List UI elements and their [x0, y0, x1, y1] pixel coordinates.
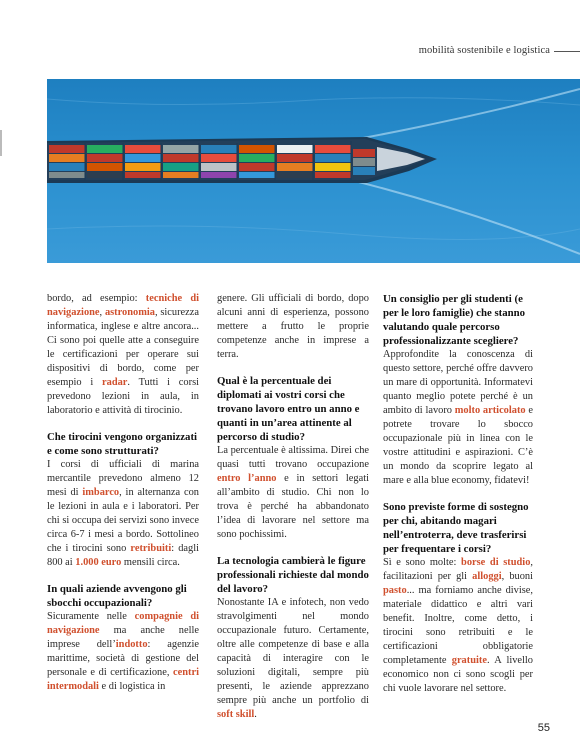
- highlighted-term: gratuite: [451, 655, 487, 666]
- paragraph: [47, 610, 199, 694]
- highlighted-term: tecniche di navigazione: [47, 293, 200, 318]
- text-run: genere. Gli ufficiali di bordo, dopo alcuni anni di esperienza, possono mettere a frutto le proprie competenze anche in imprese a terra.: [217, 293, 369, 360]
- highlighted-term: pasto: [383, 585, 407, 596]
- highlighted-term: retribuiti: [130, 543, 172, 554]
- text-run: , sicurezza informatica, inglese e altre ancora... Ci sono poi quelle atte a conseguire le certificazioni per operare sui dispositivi di bordo, come per esempio i: [47, 307, 199, 388]
- column-3: [383, 292, 533, 708]
- text-run: . A livello economico non ci sono scogli per chi vuole lavorare nel settore.: [383, 655, 533, 694]
- text-run: La percentuale è altissima. Direi che quasi tutti trovano occupazione: [217, 445, 369, 470]
- question-heading: Sono previste forme di sostegno per chi, abitando magari nell’entroterra, deve trasferirsi per frequentare i corsi?: [383, 501, 529, 555]
- question-heading: Che tirocini vengono organizzati e come sono strutturati?: [47, 431, 198, 457]
- highlighted-term: indotto: [115, 639, 148, 650]
- column-1: [47, 292, 199, 706]
- text-run: bordo, ad esempio:: [47, 293, 146, 304]
- text-run: : agenzie marittime, società di gestione del personale e di certificazione,: [47, 639, 199, 678]
- highlighted-term: 1.000 euro: [75, 557, 122, 568]
- text-run: Sicuramente nelle: [47, 611, 135, 622]
- paragraph: [47, 292, 199, 418]
- paragraph: [217, 292, 369, 362]
- text-run: . Tutti i corsi prevedono lezioni in aula, in laboratorio e attività di tirocinio.: [47, 377, 199, 416]
- text-run: , facilitazioni per gli: [383, 557, 533, 582]
- text-run: : dagli 800 ai: [47, 543, 199, 568]
- text-run: Nonostante IA e infotech, non vedo stravolgimenti nel mondo occupazionale futuro. Certamente, oltre alle competenze di base e alla capacità di interagire con le soluzioni digitali, sempre più presenti, le aziende apprezzano sempre più anche un portfolio di: [217, 597, 369, 706]
- question-heading: Un consiglio per gli studenti (e per le loro famiglie) che stanno valutando quale percorso professionalizzante scegliere?: [383, 293, 526, 347]
- text-run: e in settori legati all’ambito di studio. Chi non lo trova è perché ha abbandonato l’idea di lavorare nel settore ma sono pochissimi.: [217, 473, 369, 540]
- highlighted-term: soft skill: [217, 709, 255, 720]
- text-run: e potrete trovare lo sbocco occupazionale più in linea con le vostre attitudini e aspirazioni. C’è un mondo da scoprire legato al mare e alla blue economy, fidatevi!: [383, 405, 533, 486]
- section-title: mobilità sostenibile e logistica: [418, 45, 550, 56]
- column-2: [217, 292, 369, 734]
- question-heading: In quali aziende avvengono gli sbocchi occupazionali?: [47, 583, 187, 609]
- text-run: ,: [99, 307, 105, 318]
- question-heading: Qual è la percentuale dei diplomati ai vostri corsi che trovano lavoro entro un anno e quanti in un’area attinente al percorso di studio?: [217, 375, 360, 443]
- highlighted-term: alloggi: [472, 571, 502, 582]
- highlighted-term: entro l’anno: [217, 473, 277, 484]
- text-run: , in alternanza con le lezioni in aula e i laboratori. Per chi si occupa dei servizi sono invece circa 6-7 i mesi a bordo. Sottolineo che i tirocini sono: [47, 487, 199, 554]
- text-run: ma anche nelle imprese dell’: [47, 625, 199, 650]
- text-run: e di logistica in: [98, 681, 166, 692]
- text-run: Sì e sono molte:: [383, 557, 462, 568]
- text-run: mensili circa.: [121, 557, 180, 568]
- text-run: ... ma forniamo anche divise, materiale didattico e altri vari benefit. Inoltre, come detto, i tirocini sono retribuiti e le certificazioni obbligatorie completamente: [383, 585, 533, 666]
- text-run: .: [254, 709, 257, 720]
- paragraph: [217, 444, 369, 542]
- container-ship-aerial-photo: [47, 79, 580, 263]
- margin-mark: [0, 130, 2, 156]
- paragraph: [217, 596, 369, 722]
- text-run: , buoni: [501, 571, 533, 582]
- highlighted-term: astronomia: [104, 307, 155, 318]
- highlighted-term: radar: [102, 377, 128, 388]
- highlighted-term: imbarco: [82, 487, 120, 498]
- article-body: [47, 292, 534, 720]
- page-header: [0, 0, 580, 78]
- header-rule: [554, 51, 580, 52]
- paragraph: [383, 556, 533, 696]
- ship-illustration: [47, 79, 580, 263]
- question-heading: La tecnologia cambierà le figure professionali richieste dal mondo del lavoro?: [217, 555, 369, 595]
- paragraph: [47, 458, 199, 570]
- paragraph: [383, 348, 533, 488]
- highlighted-term: centri intermodali: [47, 667, 199, 692]
- text-run: Approfondite la conoscenza di questo settore, perché offre davvero un mare di opportunità. Informatevi quanto meglio potete perché è un ambito di lavoro: [383, 349, 533, 416]
- highlighted-term: molto articolato: [454, 405, 526, 416]
- highlighted-term: borse di studio: [461, 557, 531, 568]
- text-run: I corsi di ufficiali di marina mercantile prevedono almeno 12 mesi di: [47, 459, 199, 498]
- highlighted-term: compagnie di navigazione: [47, 611, 199, 636]
- page-number: 55: [537, 722, 550, 734]
